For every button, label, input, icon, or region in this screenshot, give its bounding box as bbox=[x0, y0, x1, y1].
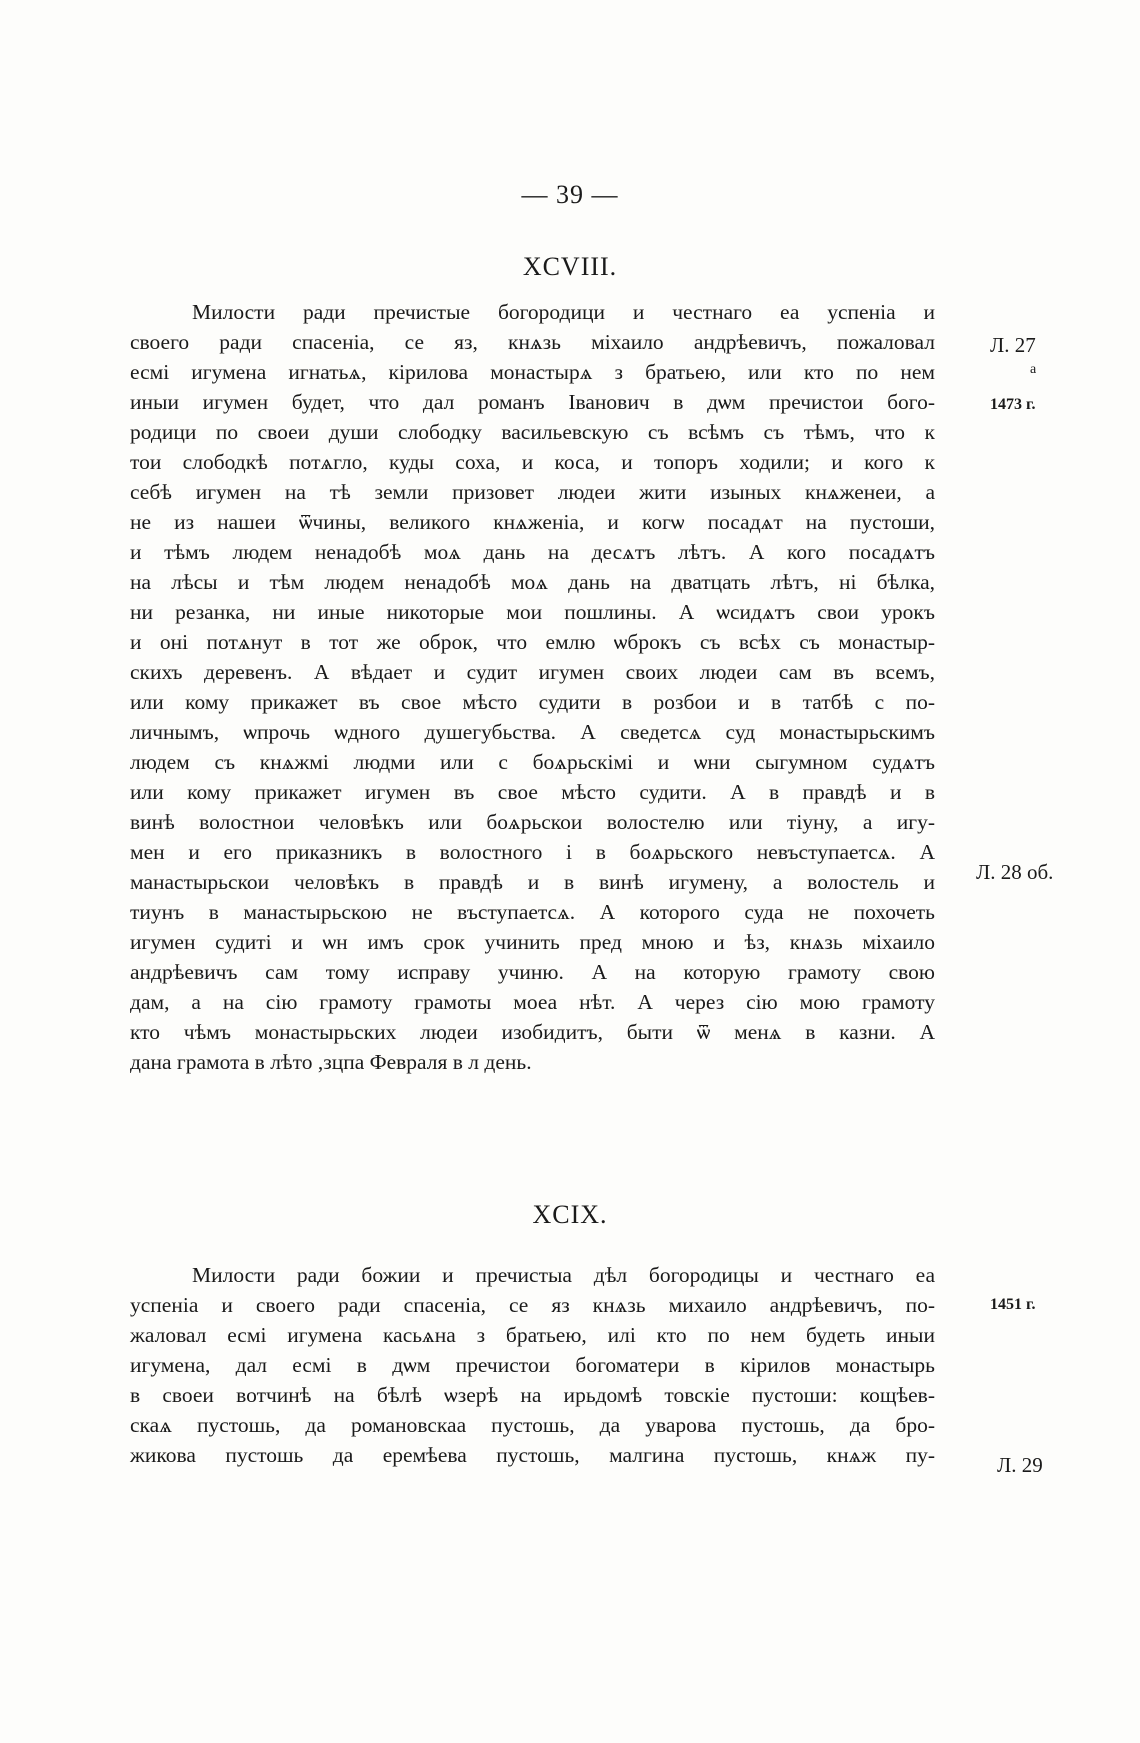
text-line: есмi игумена игнатьѧ, кiрилова монастырѧ з братьею, или кто по нем bbox=[130, 360, 935, 384]
text-line: себѣ игумен на тѣ земли призовет людеи жити изыных кнѧженеи, а bbox=[130, 480, 935, 504]
text-line: успенiа и своего ради спасенiа, се яз кнѧзь михаило андрѣевичъ, по- bbox=[130, 1293, 935, 1317]
section-text-xcviii bbox=[130, 297, 935, 1077]
text-line: своего ради спасенiа, се яз, кнѧзь мiхаило андрѣевичъ, пожаловал bbox=[130, 330, 935, 354]
text-line: манастырьскои человѣкъ в правдѣ и в винѣ игумену, а волостель и bbox=[130, 870, 935, 894]
margin-note-folio-27: Л. 27 bbox=[990, 333, 1036, 357]
text-line: людем съ кнѧжмi людми или с боѧрьскiмi и ѡни сыгумном судѧтъ bbox=[130, 750, 935, 774]
margin-note-folio-27-mark: а bbox=[1030, 362, 1037, 377]
margin-note-year-1451: 1451 г. bbox=[990, 1296, 1036, 1313]
text-line: иныи игумен будет, что дал романъ Iванович в дѡм пречистои бого- bbox=[130, 390, 935, 414]
section-text-xcix bbox=[130, 1260, 935, 1470]
text-line: и онi потѧнут в тот же оброк, что емлю ѡброкъ съ всѣх съ монастыр- bbox=[130, 630, 935, 654]
margin-note-folio-28: Л. 28 об. bbox=[976, 860, 1054, 884]
page-number: — 39 — bbox=[521, 180, 619, 209]
text-line: и тѣмъ людем ненадобѣ моѧ дань на десѧтъ лѣтъ. А кого посадѧтъ bbox=[130, 540, 935, 564]
margin-note-year-1473: 1473 г. bbox=[990, 396, 1036, 413]
text-line: винѣ волостнои человѣкъ или боѧрьскои волостелю или тiуну, а игу- bbox=[130, 810, 935, 834]
text-line: личнымъ, ѡпрочь ѡдного душегубьства. А сведетсѧ суд монастырьскимъ bbox=[130, 720, 935, 744]
text-line: на лѣсы и тѣм людем ненадобѣ моѧ дань на дватцать лѣтъ, нi бѣлка, bbox=[130, 570, 935, 594]
text-line: ни резанка, ни иные никоторые мои пошлины. А ѡсидѧтъ свои урокъ bbox=[130, 600, 935, 624]
text-line: скихъ деревенъ. А вѣдает и судит игумен своих людеи сам въ всемъ, bbox=[130, 660, 935, 684]
text-line: скаѧ пустошь, да романовскаа пустошь, да уварова пустошь, да бро- bbox=[130, 1413, 935, 1437]
text-line: кто чѣмъ монастырьских людеи изобидитъ, быти ѿ менѧ в казни. А bbox=[130, 1020, 935, 1044]
text-line: не из нашеи ѿчины, великого кнѧженiа, и когѡ посадѧт на пустоши, bbox=[130, 510, 935, 534]
text-line: игумен судитi и ѡн имъ срок учинить пред мною и ѣз, кнѧзь мiхаило bbox=[130, 930, 935, 954]
margin-note-folio-29: Л. 29 bbox=[997, 1453, 1043, 1477]
section-heading-xcix: XCIX. bbox=[532, 1200, 608, 1229]
text-line: тиунъ в манастырьскою не въступаетсѧ. А которого суда не похочеть bbox=[130, 900, 935, 924]
text-line: дана грамота в лѣто ,зцпа Февраля в л день. bbox=[130, 1050, 532, 1074]
text-line: жаловал есмi игумена касьѧна з братьею, илi кто по нем будеть иныи bbox=[130, 1323, 935, 1347]
text-line: или кому прикажет игумен въ свое мѣсто судити. А в правдѣ и в bbox=[130, 780, 935, 804]
section-heading-xcviii: XCVIII. bbox=[522, 252, 618, 281]
text-line: родици по своеи души слободку васильевскую съ всѣмъ съ тѣмъ, что к bbox=[130, 420, 935, 444]
text-line: Милости ради божии и пречистыа дѣл богородицы и честнаго еа bbox=[192, 1263, 935, 1287]
text-line: игумена, дал есмi в дѡм пречистои богоматери в кiрилов монастырь bbox=[130, 1353, 935, 1377]
text-line: андрѣевичъ сам тому исправу учиню. А на которую грамоту свою bbox=[130, 960, 935, 984]
text-line: или кому прикажет въ свое мѣсто судити в розбои и в татбѣ с по- bbox=[130, 690, 935, 714]
text-line: Милости ради пречистые богородици и честнаго еа успенiа и bbox=[192, 300, 935, 324]
text-line: в своеи вотчинѣ на бѣлѣ ѡзерѣ на ирьдомѣ товскiе пустоши: кощѣев- bbox=[130, 1383, 935, 1407]
text-line: тои слободкѣ потѧгло, куды соха, и коса, и топоръ ходили; и кого к bbox=[130, 450, 935, 474]
text-line: дам, а на сiю грамоту грамоты моеа нѣт. А через сiю мою грамоту bbox=[130, 990, 935, 1014]
text-line: жикова пустошь да еремѣева пустошь, малгина пустошь, кнѧж пу- bbox=[130, 1443, 935, 1467]
text-line: мен и его приказникъ в волостного i в боѧрьского невъступаетсѧ. А bbox=[130, 840, 935, 864]
